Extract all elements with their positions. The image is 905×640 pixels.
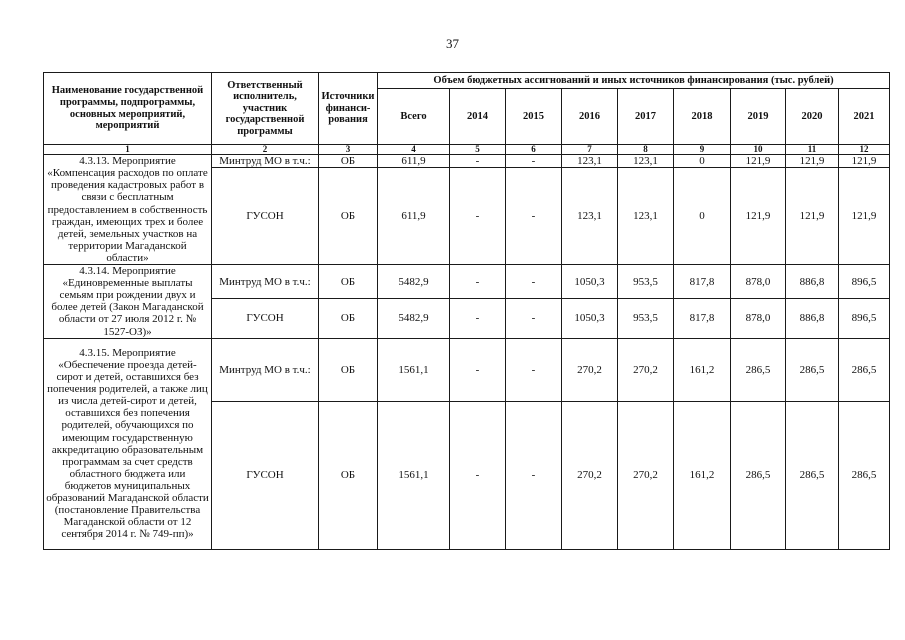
value-cell: - xyxy=(450,401,506,549)
value-cell: 121,9 xyxy=(839,155,890,168)
value-cell: - xyxy=(506,155,562,168)
value-cell: 1561,1 xyxy=(378,401,450,549)
value-cell: 5482,9 xyxy=(378,265,450,299)
value-cell: - xyxy=(506,401,562,549)
value-cell: 270,2 xyxy=(562,401,618,549)
value-cell: 121,9 xyxy=(786,155,839,168)
table-row xyxy=(44,338,890,401)
value-cell: 0 xyxy=(674,155,731,168)
header-year: 2021 xyxy=(839,89,890,145)
value-cell: 0 xyxy=(674,168,731,265)
value-cell: 1050,3 xyxy=(562,265,618,299)
column-index: 2 xyxy=(212,145,319,155)
responsible-cell: Минтруд МО в т.ч.: xyxy=(212,338,319,401)
source-cell: ОБ xyxy=(319,168,378,265)
responsible-cell: Минтруд МО в т.ч.: xyxy=(212,265,319,299)
measure-name: 4.3.13. Мероприятие «Компенсация расходов по оплате проведения кадастровых работ в связи с бесплатным предоставлением в собственность граждан, имеющих трех и более детей, земельных участков на территории Магаданской области» xyxy=(44,155,212,265)
source-cell: ОБ xyxy=(319,338,378,401)
column-index: 8 xyxy=(618,145,674,155)
column-index: 7 xyxy=(562,145,618,155)
value-cell: 611,9 xyxy=(378,168,450,265)
table-row xyxy=(44,265,890,299)
value-cell: 123,1 xyxy=(562,168,618,265)
value-cell: 286,5 xyxy=(731,338,786,401)
value-cell: 123,1 xyxy=(562,155,618,168)
value-cell: - xyxy=(450,168,506,265)
column-index: 12 xyxy=(839,145,890,155)
responsible-cell: ГУСОН xyxy=(212,299,319,338)
value-cell: 896,5 xyxy=(839,299,890,338)
source-cell: ОБ xyxy=(319,265,378,299)
value-cell: 817,8 xyxy=(674,299,731,338)
value-cell: 286,5 xyxy=(786,338,839,401)
value-cell: 878,0 xyxy=(731,299,786,338)
value-cell: 953,5 xyxy=(618,265,674,299)
value-cell: 286,5 xyxy=(839,401,890,549)
value-cell: 953,5 xyxy=(618,299,674,338)
source-cell: ОБ xyxy=(319,299,378,338)
value-cell: 121,9 xyxy=(786,168,839,265)
column-index: 11 xyxy=(786,145,839,155)
value-cell: 286,5 xyxy=(731,401,786,549)
value-cell: 161,2 xyxy=(674,338,731,401)
value-cell: - xyxy=(450,155,506,168)
header-financing-group: Объем бюджетных ассигнований и иных источников финансирования (тыс. рублей) xyxy=(378,73,890,89)
value-cell: 1050,3 xyxy=(562,299,618,338)
value-cell: 270,2 xyxy=(618,401,674,549)
page-number: 37 xyxy=(446,36,459,51)
source-cell: ОБ xyxy=(319,155,378,168)
value-cell: - xyxy=(450,265,506,299)
value-cell: 286,5 xyxy=(839,338,890,401)
column-index: 9 xyxy=(674,145,731,155)
header-year: 2016 xyxy=(562,89,618,145)
header-source: Источники финанси-рования xyxy=(319,73,378,145)
value-cell: - xyxy=(450,299,506,338)
header-year: 2019 xyxy=(731,89,786,145)
value-cell: 878,0 xyxy=(731,265,786,299)
source-cell: ОБ xyxy=(319,401,378,549)
value-cell: 886,8 xyxy=(786,299,839,338)
value-cell: - xyxy=(450,338,506,401)
header-year: Всего xyxy=(378,89,450,145)
column-index: 6 xyxy=(506,145,562,155)
header-year: 2020 xyxy=(786,89,839,145)
table-row xyxy=(44,155,890,168)
column-index-row xyxy=(44,145,890,155)
value-cell: - xyxy=(506,168,562,265)
header-year: 2017 xyxy=(618,89,674,145)
responsible-cell: ГУСОН xyxy=(212,401,319,549)
header-name: Наименование государственной программы, подпрограммы, основных мероприятий, мероприятий xyxy=(44,73,212,145)
budget-table xyxy=(43,72,890,550)
measure-name: 4.3.14. Мероприятие «Единовременные выплаты семьям при рождении двух и более детей (Закон Магаданской области от 27 июля 2012 г. № 1527-ОЗ)» xyxy=(44,265,212,339)
column-index: 1 xyxy=(44,145,212,155)
measure-name: 4.3.15. Мероприятие «Обеспечение проезда детей-сирот и детей, оставшихся без попечения родителей, а также лиц из числа детей-сирот и детей, оставшихся без попечения родителей, обучающихся по имеющим государственную аккредитацию образовательным программам за счет средств областного бюджета или бюджетов муниципальных образований Магаданской области (постановление Правительства Магаданской области от 12 сентября 2014 г. № 749-пп)» xyxy=(44,338,212,549)
value-cell: 286,5 xyxy=(786,401,839,549)
value-cell: 896,5 xyxy=(839,265,890,299)
responsible-cell: Минтруд МО в т.ч.: xyxy=(212,155,319,168)
column-index: 10 xyxy=(731,145,786,155)
value-cell: 121,9 xyxy=(731,168,786,265)
header-responsible: Ответственный исполнитель, участник государственной программы xyxy=(212,73,319,145)
value-cell: - xyxy=(506,338,562,401)
value-cell: 1561,1 xyxy=(378,338,450,401)
value-cell: 121,9 xyxy=(731,155,786,168)
value-cell: - xyxy=(506,299,562,338)
value-cell: 270,2 xyxy=(562,338,618,401)
value-cell: 5482,9 xyxy=(378,299,450,338)
column-index: 3 xyxy=(319,145,378,155)
header-year: 2018 xyxy=(674,89,731,145)
column-index: 5 xyxy=(450,145,506,155)
value-cell: 123,1 xyxy=(618,155,674,168)
header-year: 2015 xyxy=(506,89,562,145)
responsible-cell: ГУСОН xyxy=(212,168,319,265)
column-index: 4 xyxy=(378,145,450,155)
value-cell: 611,9 xyxy=(378,155,450,168)
value-cell: 123,1 xyxy=(618,168,674,265)
value-cell: 886,8 xyxy=(786,265,839,299)
value-cell: 817,8 xyxy=(674,265,731,299)
value-cell: 121,9 xyxy=(839,168,890,265)
header-year: 2014 xyxy=(450,89,506,145)
value-cell: 161,2 xyxy=(674,401,731,549)
value-cell: - xyxy=(506,265,562,299)
value-cell: 270,2 xyxy=(618,338,674,401)
